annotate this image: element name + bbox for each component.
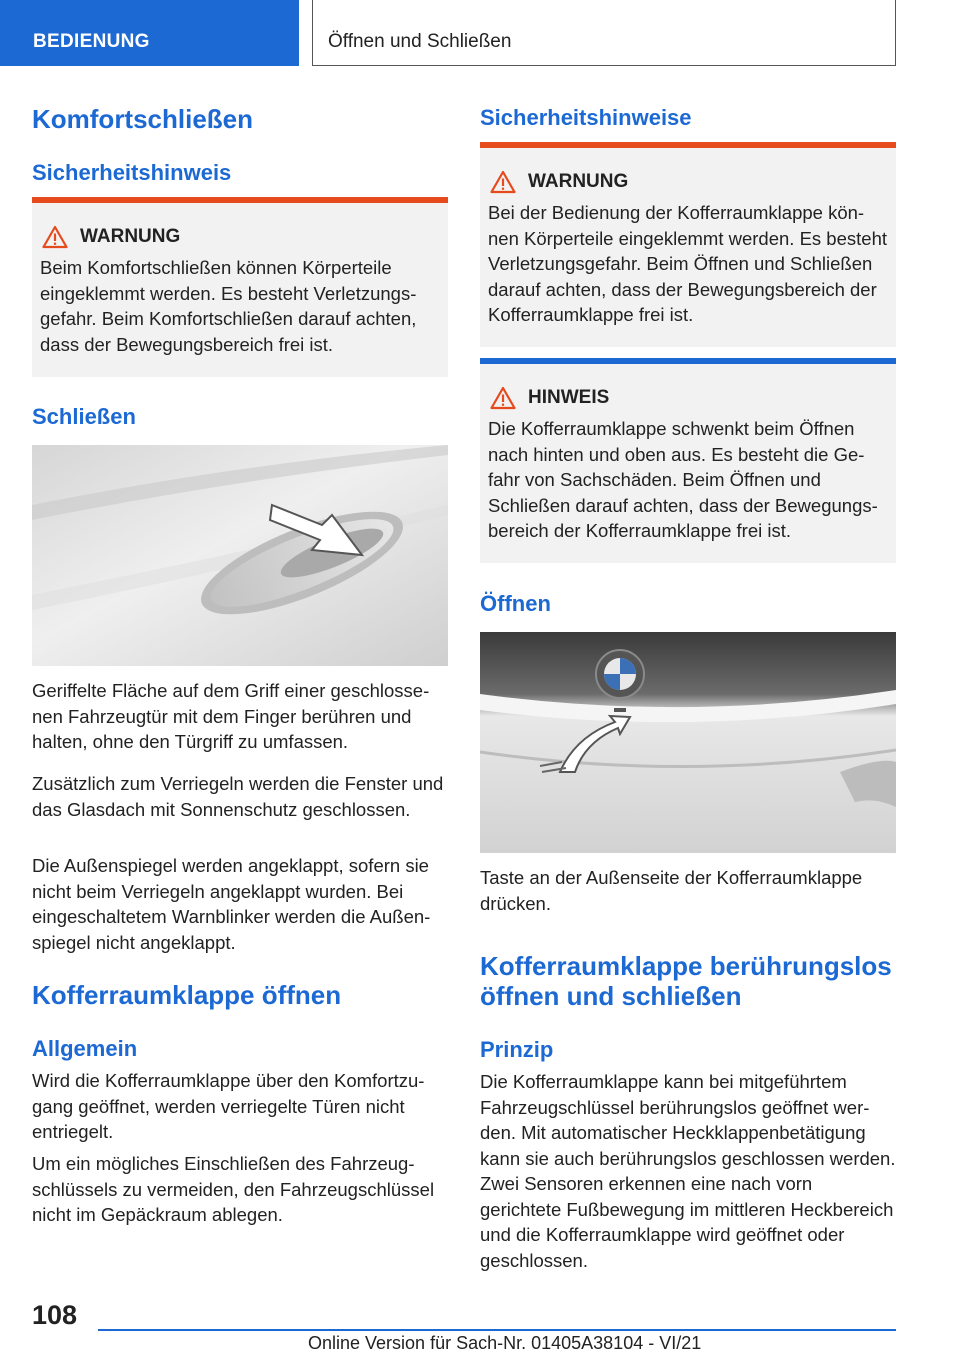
- page-header: [0, 0, 960, 66]
- warning-box-tailgate: [480, 142, 896, 347]
- paragraph-fenster: Zusätzlich zum Verriegeln werden die Fenster und das Glasdach mit Sonnenschutz geschlossen.: [32, 773, 444, 820]
- heading-beruehrungslos: Kofferraumklappe berührungslos öffnen und schließen: [480, 951, 892, 1011]
- page-number: 108: [32, 1300, 78, 1330]
- heading-oeffnen: Öffnen: [480, 591, 551, 616]
- paragraph-prinzip: Die Kofferraumklappe kann bei mitgeführtem Fahrzeugschlüssel berührungslos geöffnet werden. Mit automatischer Heckklappenbetätigung kann sie auch berührungslos geschlossen werden. Zwei Sensoren erkennen eine nach vorn gerichtete Fußbewegung im mittleren Heckbereich und die Kofferraumklappe wird geöffnet oder geschlossen.: [480, 1071, 896, 1271]
- paragraph-allgemein: Wird die Kofferraumklappe über den Komfortzugang geöffnet, werden verriegelte Türen nicht entriegelt.: [32, 1070, 425, 1142]
- hint-header: [488, 386, 888, 410]
- paragraph-taste: Taste an der Außenseite der Kofferraumklappe drücken.: [480, 867, 863, 914]
- hint-title: HINWEIS: [528, 387, 610, 408]
- warning-text: Beim Komfortschließen können Körperteile eingeklemmt werden. Es besteht Verletzungsgefahr. Beim Komfortschließen darauf achten, dass der Bewegungsbereich frei ist.: [40, 257, 417, 355]
- warning-triangle-icon: [490, 386, 516, 410]
- footer-version: Online Version für Sach-Nr. 01405A38104 - VI/21: [308, 1333, 702, 1353]
- footer-divider: [98, 1329, 896, 1331]
- paragraph-einschliessen: Um ein mögliches Einschließen des Fahrzeugschlüssels zu vermeiden, den Fahrzeugschlüssel nicht im Gepäckraum ablegen.: [32, 1153, 435, 1225]
- heading-kofferraumklappe-oeffnen: Kofferraumklappe öffnen: [32, 980, 342, 1010]
- chapter-title: Öffnen und Schließen: [312, 0, 896, 66]
- hint-text: Die Kofferraumklappe schwenkt beim Öffnen nach hinten und oben aus. Es besteht die Gefahr von Sachschäden. Beim Öffnen und Schließen darauf achten, dass der Bewegungsbereich der Kofferraumklappe frei ist.: [488, 418, 878, 541]
- heading-sicherheitshinweis: Sicherheitshinweis: [32, 160, 232, 185]
- paragraph-spiegel: Die Außenspiegel werden angeklappt, sofern sie nicht beim Verriegeln angeklappt wurden. Bei eingeschaltetem Warnblinker werden die Außenspiegel nicht angeklappt.: [32, 855, 431, 953]
- heading-schliessen: Schließen: [32, 404, 136, 429]
- hint-box: [480, 358, 896, 563]
- tailgate-button-image: [480, 632, 896, 853]
- heading-komfortschliessen: Komfortschließen: [32, 104, 254, 134]
- warning-triangle-icon: [42, 225, 68, 249]
- heading-allgemein: Allgemein: [32, 1036, 138, 1061]
- warning-title: WARNUNG: [80, 226, 181, 247]
- warning-text: Bei der Bedienung der Kofferraumklappe können Körperteile eingeklemmt werden. Es besteht Verletzungsgefahr. Beim Öffnen und Schließen darauf achten, dass der Bewegungsbereich der Kofferraumklappe frei ist.: [488, 202, 887, 325]
- section-tab: BEDIENUNG: [0, 0, 299, 66]
- warning-title: WARNUNG: [528, 171, 629, 192]
- warning-triangle-icon: [490, 170, 516, 194]
- warning-header: [40, 225, 440, 249]
- door-handle-image: [32, 445, 448, 666]
- warning-header-tailgate: [488, 170, 888, 194]
- heading-sicherheitshinweise: Sicherheitshinweise: [480, 105, 692, 130]
- heading-prinzip: Prinzip: [480, 1037, 554, 1062]
- paragraph-griff: Geriffelte Fläche auf dem Griff einer geschlossenen Fahrzeugtür mit dem Finger berühren und halten, ohne den Türgriff zu umfassen.: [32, 680, 430, 752]
- warning-box: [32, 197, 448, 377]
